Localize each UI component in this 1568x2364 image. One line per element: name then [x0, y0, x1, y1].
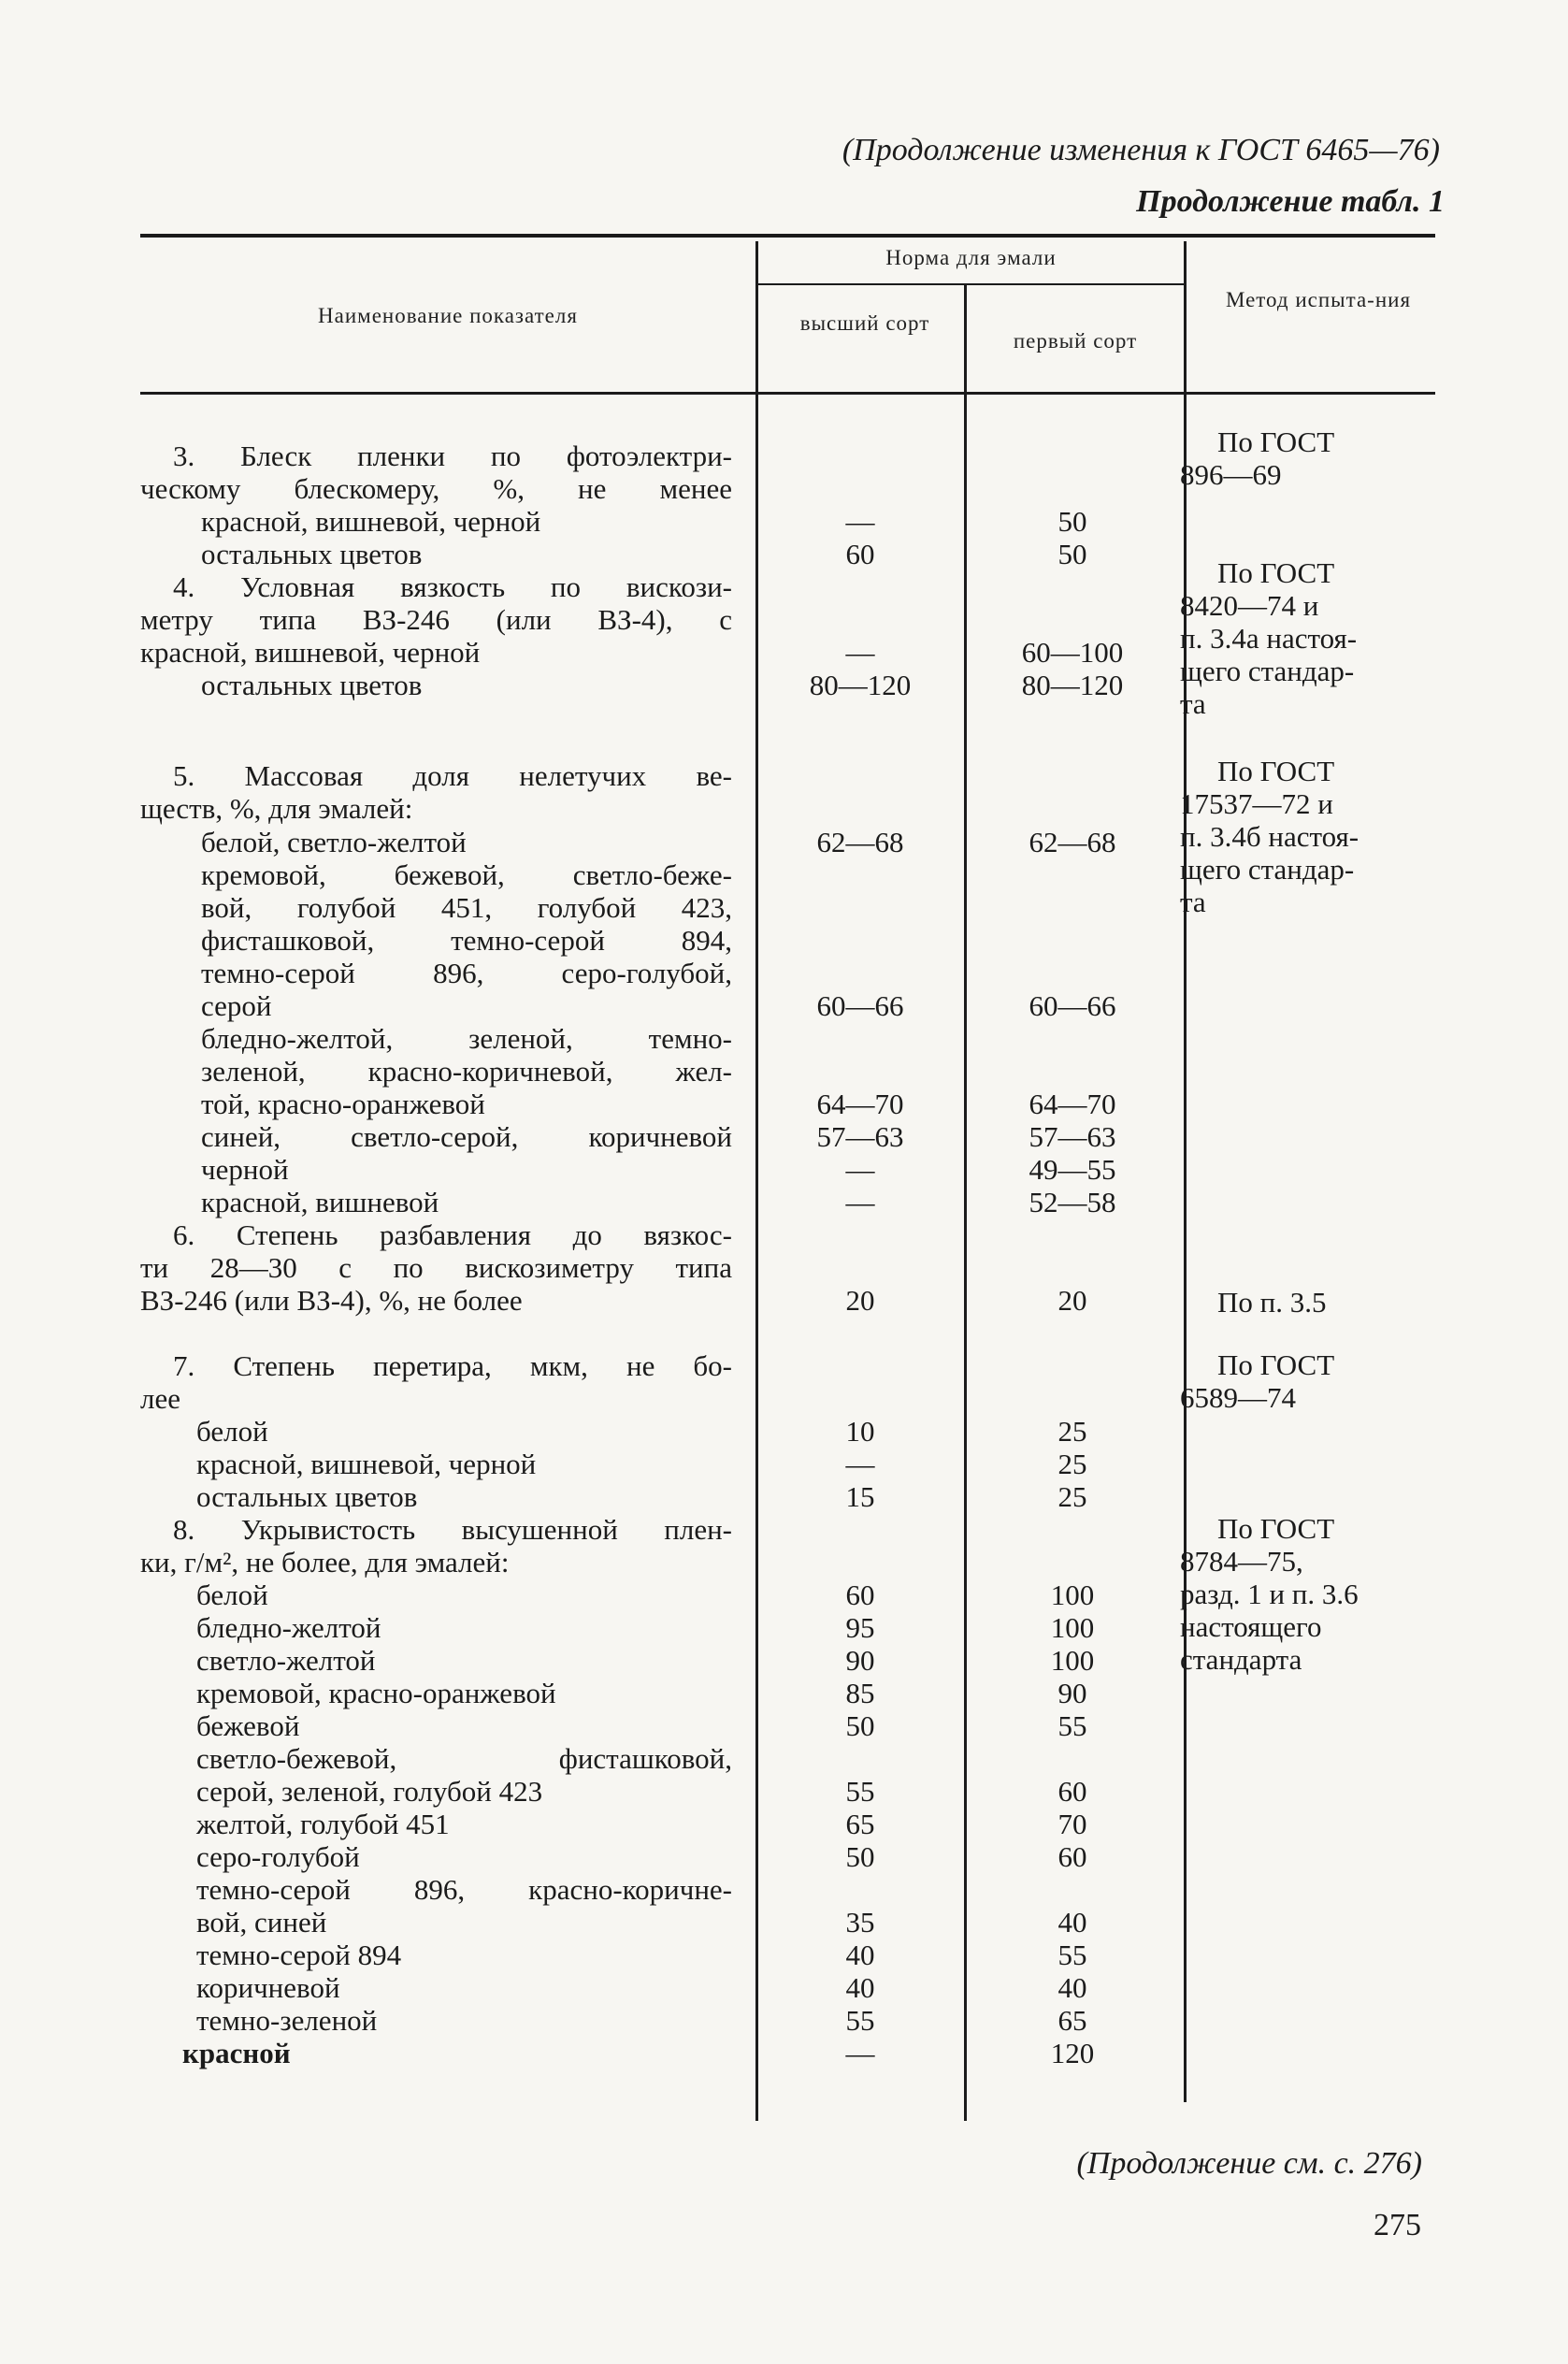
row-label: бежевой: [196, 1709, 300, 1742]
top-grade-value: 55: [845, 2004, 875, 2037]
top-grade-value: 57—63: [816, 1120, 904, 1153]
table-top-rule: [140, 234, 1435, 238]
first-grade-value: 25: [1057, 1448, 1087, 1480]
first-grade-value: 60: [1057, 1775, 1087, 1808]
first-grade-value: 100: [1050, 1644, 1095, 1677]
top-grade-value: 90: [845, 1644, 875, 1677]
row-label: серой, зеленой, голубой 423: [196, 1775, 543, 1808]
first-grade-value: 90: [1057, 1677, 1087, 1709]
row-label: красной, вишневой, черной: [201, 505, 541, 538]
first-grade-value: 40: [1057, 1971, 1087, 2004]
method-text: 8420—74 и: [1180, 589, 1319, 622]
method-text: По ГОСТ: [1217, 755, 1335, 787]
row-label: желтой, голубой 451: [196, 1808, 450, 1840]
row-label: метру типа ВЗ-246 (или ВЗ-4), с: [140, 603, 732, 636]
method-text: 6589—74: [1180, 1381, 1296, 1414]
method-text: По ГОСТ: [1217, 556, 1335, 589]
row-label: 7. Степень перетира, мкм, не бо-: [173, 1349, 732, 1382]
top-grade-value: 85: [845, 1677, 875, 1709]
row-label: темно-зеленой: [196, 2004, 378, 2037]
first-grade-value: 49—55: [1029, 1153, 1116, 1186]
top-grade-value: 50: [845, 1840, 875, 1873]
row-label: 3. Блеск пленки по фотоэлектри-: [173, 440, 732, 472]
column-header-method: Метод испыта-ния: [1225, 288, 1412, 311]
top-grade-value: 15: [845, 1480, 875, 1513]
row-label: ческому блескомеру, %, не менее: [140, 472, 732, 505]
method-text: щего стандар-: [1180, 655, 1355, 687]
page-number: 275: [1374, 2208, 1421, 2242]
row-label: бледно-желтой: [196, 1611, 381, 1644]
top-grade-value: 40: [845, 1939, 875, 1971]
first-grade-value: 60: [1057, 1840, 1087, 1873]
top-grade-value: 20: [845, 1284, 875, 1317]
method-text: разд. 1 и п. 3.6: [1180, 1578, 1359, 1610]
row-label: остальных цветов: [201, 538, 423, 570]
top-grade-value: 80—120: [809, 669, 912, 701]
top-grade-value: —: [845, 505, 875, 538]
top-grade-value: 62—68: [816, 826, 904, 858]
first-grade-value: 25: [1057, 1480, 1087, 1513]
row-label: темно-серой 896, серо-голубой,: [201, 957, 732, 989]
row-label: фисташковой, темно-серой 894,: [201, 924, 732, 957]
top-grade-value: 65: [845, 1808, 875, 1840]
row-label: красной, вишневой, черной: [196, 1448, 537, 1480]
method-text: 8784—75,: [1180, 1545, 1303, 1578]
column-header-first-grade: первый сорт: [1013, 329, 1138, 353]
method-text: По ГОСТ: [1217, 1512, 1335, 1545]
row-label: бледно-желтой, зеленой, темно-: [201, 1022, 732, 1055]
first-grade-value: 25: [1057, 1415, 1087, 1448]
first-grade-value: 55: [1057, 1709, 1087, 1742]
row-label: 6. Степень разбавления до вязкос-: [173, 1218, 732, 1251]
row-label: красной: [182, 2037, 291, 2069]
column-header-top-grade: высший сорт: [799, 311, 930, 335]
method-text: 896—69: [1180, 458, 1282, 491]
method-text: 17537—72 и: [1180, 787, 1333, 820]
first-grade-value: 57—63: [1029, 1120, 1116, 1153]
row-label: той, красно-оранжевой: [201, 1088, 485, 1120]
row-label: темно-серой 894: [196, 1939, 402, 1971]
first-grade-value: 52—58: [1029, 1186, 1116, 1218]
top-grade-value: 35: [845, 1906, 875, 1939]
row-label: черной: [201, 1153, 289, 1186]
top-grade-value: 40: [845, 1971, 875, 2004]
table-continuation-label: Продолжение табл. 1: [1136, 184, 1445, 219]
first-grade-value: 80—120: [1021, 669, 1124, 701]
column-divider-middle: [964, 285, 967, 2121]
row-label: остальных цветов: [201, 669, 423, 701]
top-grade-value: 60—66: [816, 989, 904, 1022]
row-label: 5. Массовая доля нелетучих ве-: [173, 759, 732, 792]
row-label: 8. Укрывистость высушенной плен-: [173, 1513, 732, 1546]
first-grade-value: 64—70: [1029, 1088, 1116, 1120]
first-grade-value: 40: [1057, 1906, 1087, 1939]
row-label: белой: [196, 1415, 268, 1448]
norm-subheader-rule: [758, 283, 1184, 285]
top-grade-value: 50: [845, 1709, 875, 1742]
row-label: лее: [140, 1382, 180, 1415]
header-continuation: (Продолжение изменения к ГОСТ 6465—76): [842, 133, 1440, 167]
top-grade-value: 95: [845, 1611, 875, 1644]
row-label: 4. Условная вязкость по вискози-: [173, 570, 732, 603]
method-text: По ГОСТ: [1217, 425, 1335, 458]
top-grade-value: 55: [845, 1775, 875, 1808]
first-grade-value: 55: [1057, 1939, 1087, 1971]
table-header-rule: [140, 392, 1435, 395]
first-grade-value: 65: [1057, 2004, 1087, 2037]
top-grade-value: —: [845, 2037, 875, 2069]
row-label: вой, голубой 451, голубой 423,: [201, 891, 732, 924]
row-label: белой: [196, 1578, 268, 1611]
top-grade-value: —: [845, 1186, 875, 1218]
column-header-name: Наименование показателя: [318, 304, 578, 327]
row-label: темно-серой 896, красно-коричне-: [196, 1873, 732, 1906]
row-label: ти 28—30 с по вискозиметру типа: [140, 1251, 732, 1284]
top-grade-value: 10: [845, 1415, 875, 1448]
row-label: кремовой, красно-оранжевой: [196, 1677, 556, 1709]
row-label: светло-бежевой, фисташковой,: [196, 1742, 732, 1775]
top-grade-value: —: [845, 1153, 875, 1186]
first-grade-value: 70: [1057, 1808, 1087, 1840]
method-text: та: [1180, 687, 1206, 720]
top-grade-value: 60: [845, 1578, 875, 1611]
row-label: серо-голубой: [196, 1840, 360, 1873]
method-text: стандарта: [1180, 1643, 1302, 1676]
first-grade-value: 100: [1050, 1611, 1095, 1644]
first-grade-value: 62—68: [1029, 826, 1116, 858]
row-label: кремовой, бежевой, светло-беже-: [201, 858, 732, 891]
column-divider-left: [755, 241, 758, 2121]
method-text: По ГОСТ: [1217, 1348, 1335, 1381]
first-grade-value: 20: [1057, 1284, 1087, 1317]
method-text: п. 3.4б настоя-: [1180, 820, 1359, 853]
row-label: белой, светло-желтой: [201, 826, 467, 858]
row-label: зеленой, красно-коричневой, жел-: [201, 1055, 732, 1088]
first-grade-value: 60—100: [1021, 636, 1124, 669]
method-text: щего стандар-: [1180, 853, 1355, 886]
top-grade-value: 64—70: [816, 1088, 904, 1120]
top-grade-value: —: [845, 1448, 875, 1480]
row-label: вой, синей: [196, 1906, 327, 1939]
row-label: коричневой: [196, 1971, 340, 2004]
method-text: та: [1180, 886, 1206, 918]
first-grade-value: 50: [1057, 505, 1087, 538]
column-header-norm: Норма для эмали: [885, 246, 1057, 269]
row-label: синей, светло-серой, коричневой: [201, 1120, 732, 1153]
method-text: п. 3.4а настоя-: [1180, 622, 1358, 655]
row-label: красной, вишневой, черной: [140, 636, 481, 669]
first-grade-value: 50: [1057, 538, 1087, 570]
method-text: настоящего: [1180, 1610, 1322, 1643]
row-label: ки, г/м², не более, для эмалей:: [140, 1546, 510, 1578]
row-label: красной, вишневой: [201, 1186, 439, 1218]
top-grade-value: —: [845, 636, 875, 669]
row-label: светло-желтой: [196, 1644, 376, 1677]
row-label: остальных цветов: [196, 1480, 418, 1513]
column-divider-right: [1184, 241, 1187, 2102]
footer-continuation: (Продолжение см. с. 276): [1076, 2146, 1422, 2181]
top-grade-value: 60: [845, 538, 875, 570]
row-label: ВЗ-246 (или ВЗ-4), %, не более: [140, 1284, 523, 1317]
first-grade-value: 120: [1050, 2037, 1095, 2069]
first-grade-value: 100: [1050, 1578, 1095, 1611]
row-label: серой: [201, 989, 272, 1022]
first-grade-value: 60—66: [1029, 989, 1116, 1022]
row-label: ществ, %, для эмалей:: [140, 792, 413, 825]
method-text: По п. 3.5: [1217, 1286, 1327, 1319]
